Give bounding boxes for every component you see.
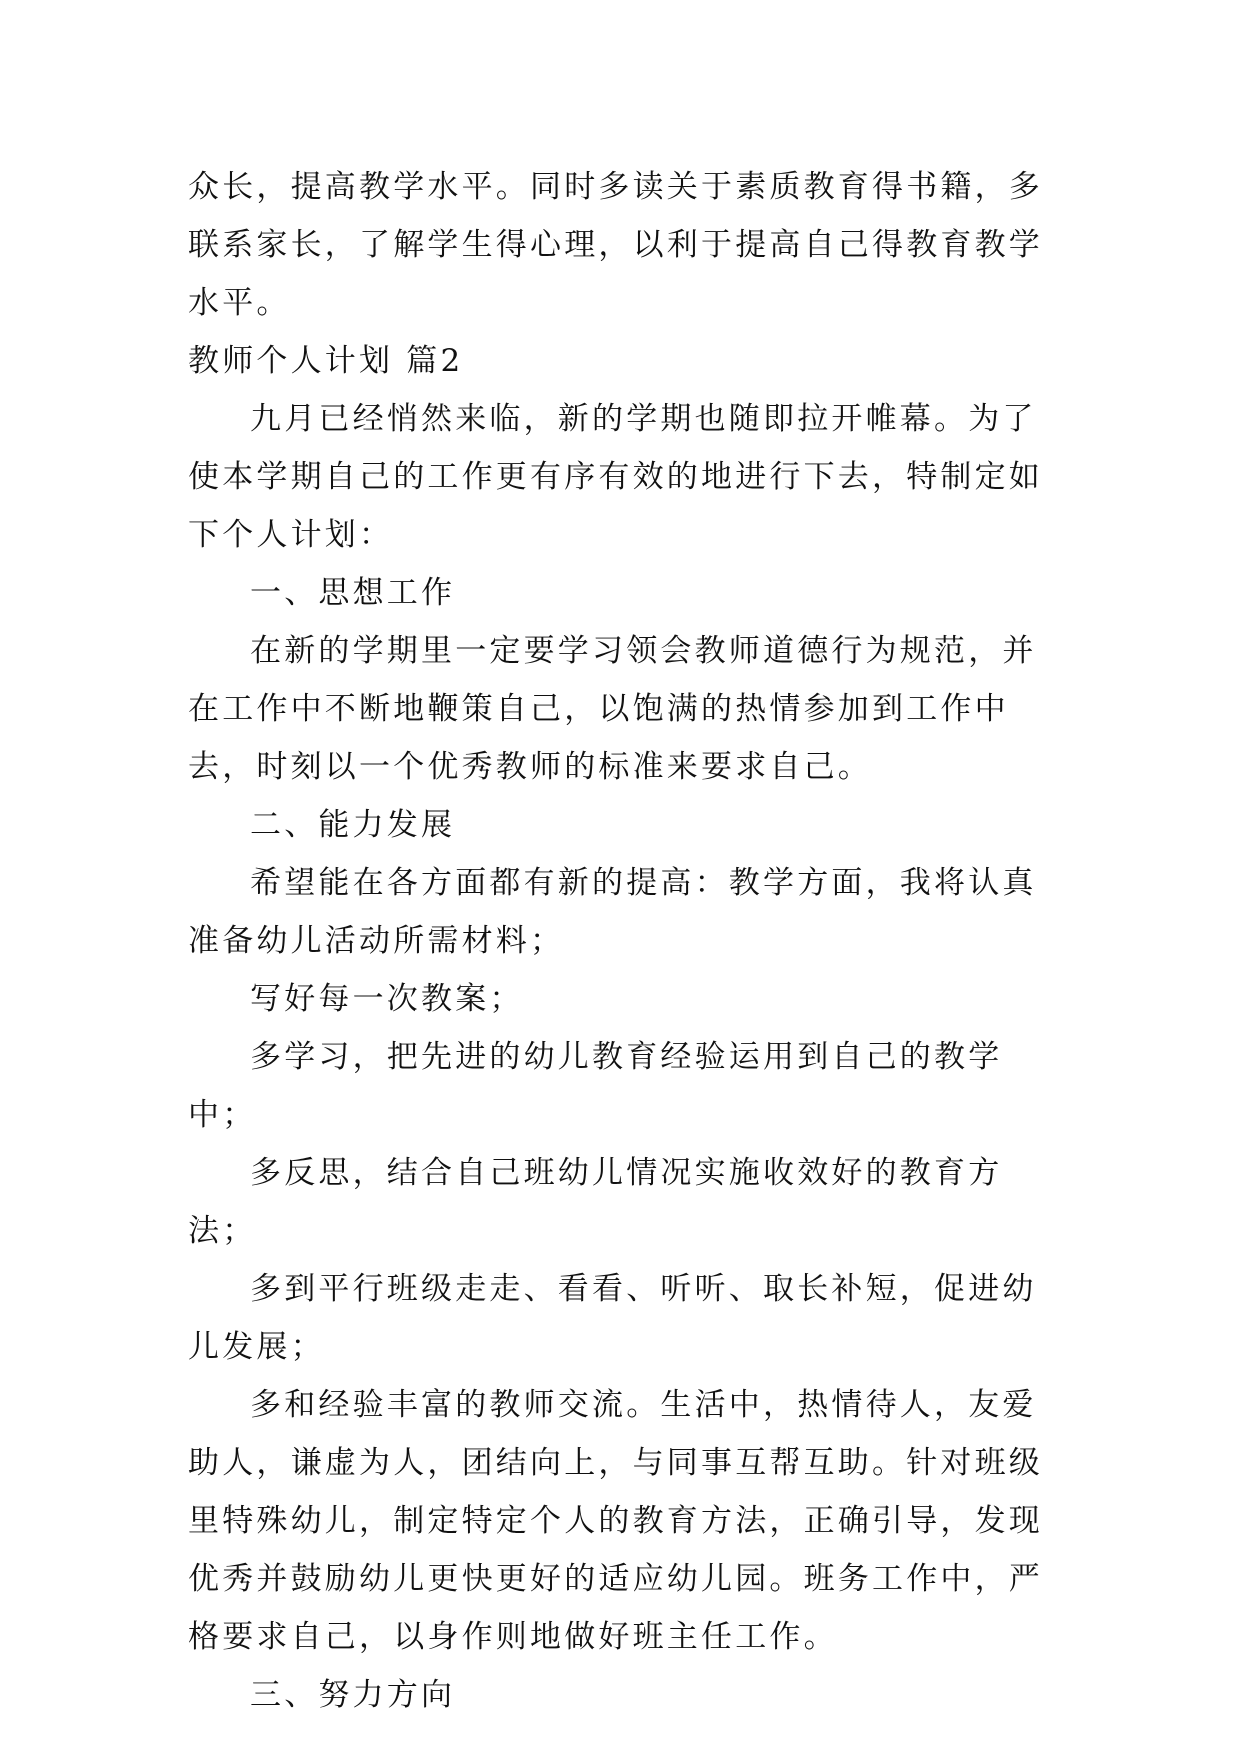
paragraph-reflect-more: 多反思，结合自己班幼儿情况实施收效好的教育方法； [188, 1155, 1003, 1249]
paragraph-communicate: 多和经验丰富的教师交流。生活中，热情待人，友爱助人，谦虚为人，团结向上，与同事互帮互助。针对班级里特殊幼儿，制定特定个人的教育方法，正确引导，发现优秀并鼓励幼儿更快更好的适应幼儿园。班务工作中，严格要求自己，以身作则地做好班主任工作。 [188, 1387, 1043, 1655]
heading-thought-work: 一、思想工作 [250, 575, 456, 611]
document-page [188, 158, 1058, 1724]
heading-effort-direction: 三、努力方向 [250, 1677, 456, 1713]
paragraph-ability-teaching: 希望能在各方面都有新的提高：教学方面，我将认真准备幼儿活动所需材料； [188, 865, 1037, 959]
paragraph-thought-work: 在新的学期里一定要学习领会教师道德行为规范，并在工作中不断地鞭策自己，以饱满的热情参加到工作中去，时刻以一个优秀教师的标准来要求自己。 [188, 633, 1037, 785]
paragraph-continuation: 众长，提高教学水平。同时多读关于素质教育得书籍，多联系家长，了解学生得心理，以利于提高自己得教育教学水平。 [188, 169, 1043, 321]
paragraph-lesson-plans: 写好每一次教案； [250, 981, 524, 1017]
section-title: 教师个人计划 篇2 [188, 343, 464, 379]
paragraph-intro: 九月已经悄然来临，新的学期也随即拉开帷幕。为了使本学期自己的工作更有序有效的地进行下去，特制定如下个人计划： [188, 401, 1043, 553]
paragraph-visit-classes: 多到平行班级走走、看看、听听、取长补短，促进幼儿发展； [188, 1271, 1037, 1365]
heading-ability-development: 二、能力发展 [250, 807, 456, 843]
paragraph-learn-more: 多学习，把先进的幼儿教育经验运用到自己的教学中； [188, 1039, 1003, 1133]
